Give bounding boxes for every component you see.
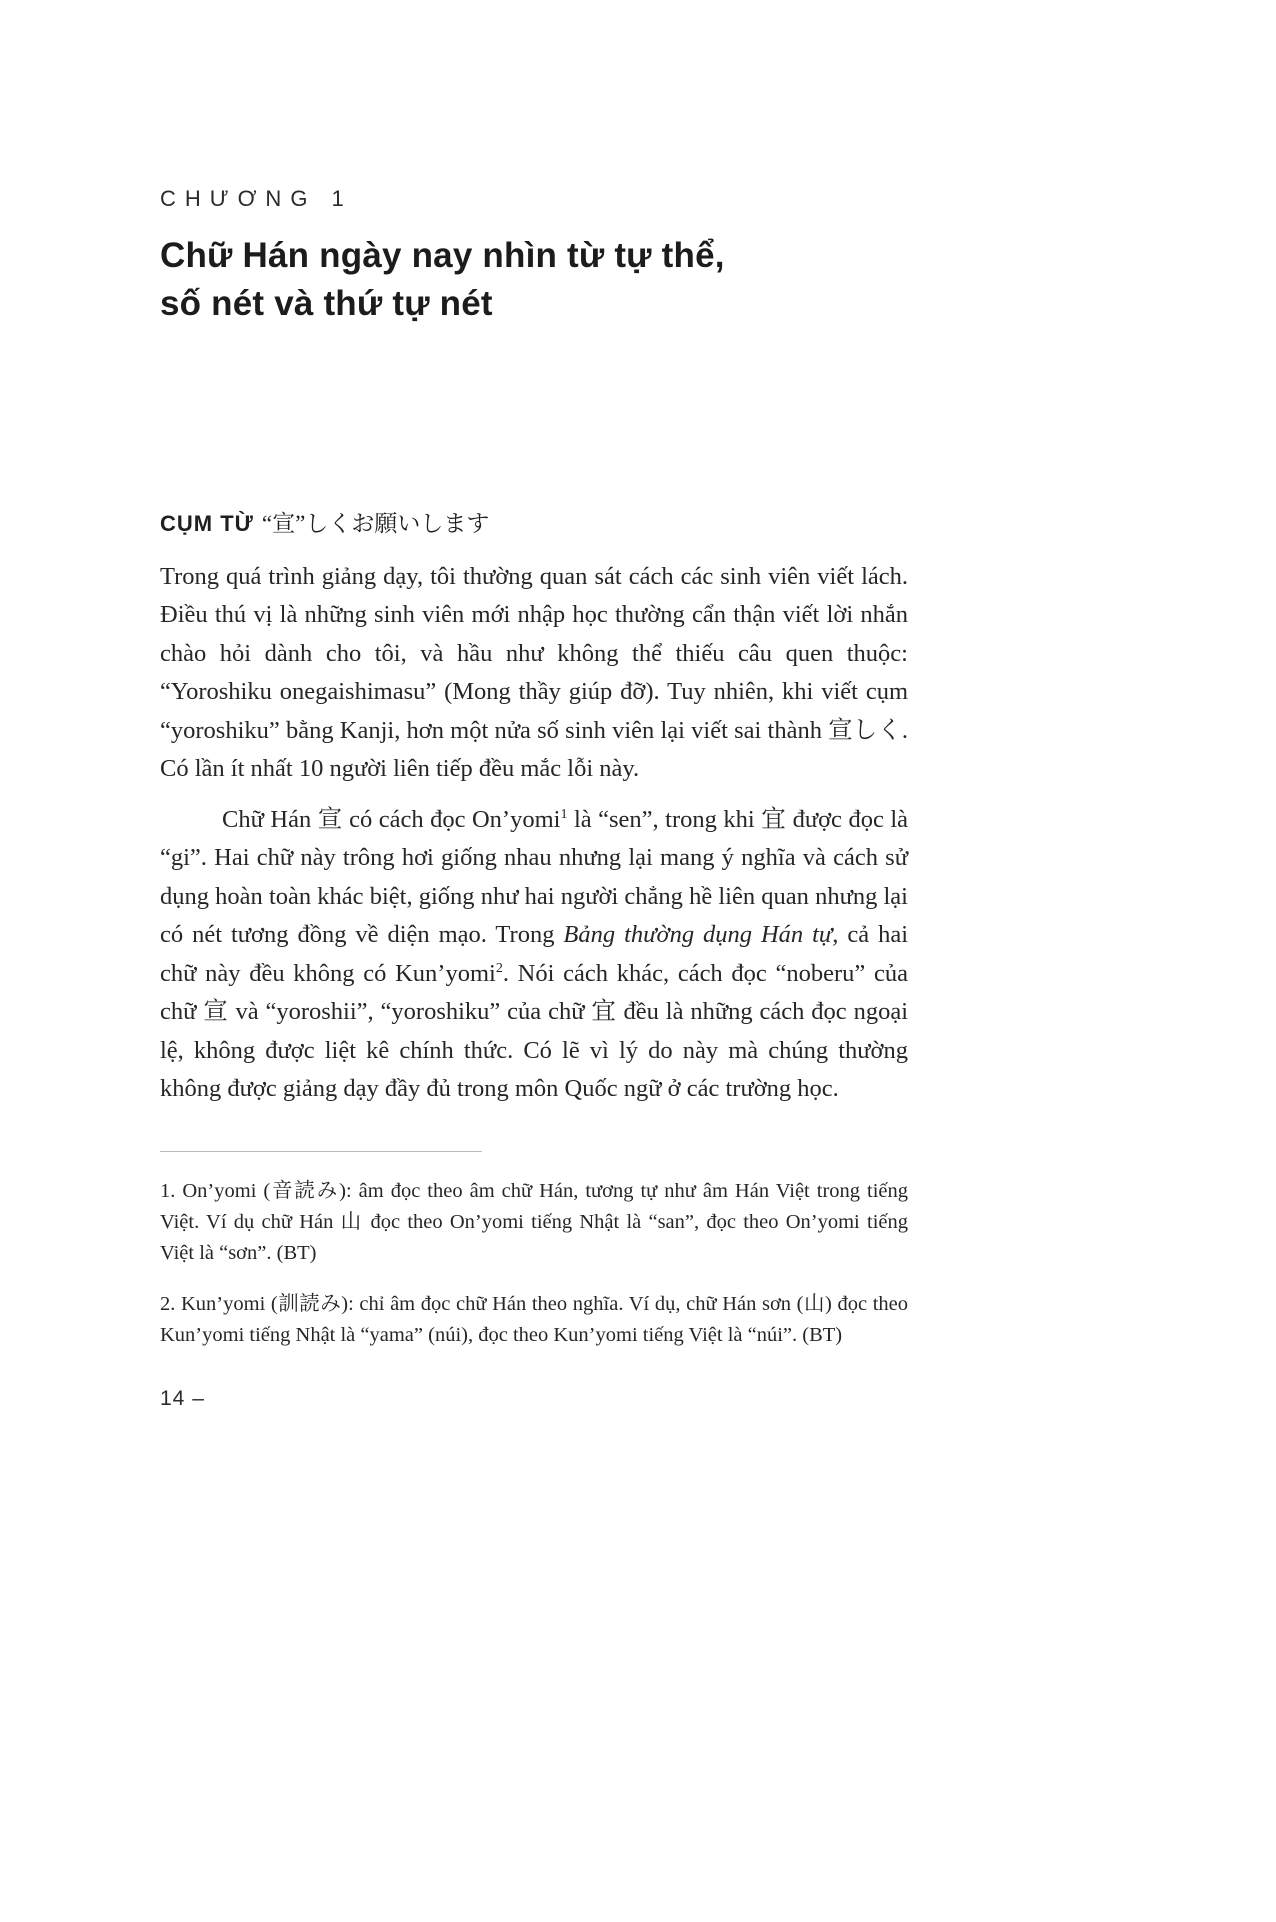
paragraph-2-text: . Nói cách khác, cách đọc “noberu” của chữ 宣 và “yoroshii”, “yoroshiku” của chữ 宜 đều là những cách đọc ngoại lệ, không được liệt kê chính thức. Có lẽ vì lý do này mà chúng thường không được giảng dạy đầy đủ trong môn Quốc ngữ ở các trường học. — [160, 959, 908, 1103]
book-title-italic: Bảng thường dụng Hán tự, — [563, 921, 839, 949]
section-heading — [160, 505, 908, 538]
chapter-title-line-1: Chữ Hán ngày nay nhìn từ tự thể, — [160, 236, 725, 275]
paragraph-2-text: Chữ Hán 宣 có cách đọc On’yomi — [222, 805, 561, 833]
footnote-1: 1. On’yomi (音読み): âm đọc theo âm chữ Hán, tương tự như âm Hán Việt trong tiếng Việt. Ví dụ chữ Hán 山 đọc theo On’yomi tiếng Nhật là “san”, đọc theo On’yomi tiếng Việt là “sơn”. (BT) — [160, 1179, 908, 1264]
paragraph-2-text: là “sen”, trong khi 宜 được đọc là “gi”. Hai chữ này trông hơi giống nhau nhưng lại mang ý nghĩa và cách sử dụng hoàn toàn khác biệt, giống như hai người chẳng hề liên quan nhưng lại có nét tương đồng về diện mạo. Trong — [160, 805, 908, 949]
chapter-label: CHƯƠNG 1 — [160, 186, 353, 211]
chapter-title — [160, 232, 908, 329]
page-number: 14 – — [160, 1386, 205, 1410]
paragraph-2-text: cả hai chữ này đều không có Kun’yomi — [160, 921, 909, 987]
paragraph-1: Trong quá trình giảng dạy, tôi thường quan sát cách các sinh viên viết lách. Điều thú vị là những sinh viên mới nhập học thường cẩn thận viết lời nhắn chào hỏi dành cho tôi, và hầu như không thể thiếu câu quen thuộc: “Yoroshiku onegaishimasu” (Mong thầy giúp đỡ). Tuy nhiên, khi viết cụm “yoroshiku” bằng Kanji, hơn một nửa số sinh viên lại viết sai thành 宣しく. Có lần ít nhất 10 người liên tiếp đều mắc lỗi này. — [160, 562, 908, 783]
footnote-2: 2. Kun’yomi (訓読み): chỉ âm đọc chữ Hán theo nghĩa. Ví dụ, chữ Hán sơn (山) đọc theo Kun’yomi tiếng Nhật là “yama” (núi), đọc theo Kun’yomi tiếng Việt là “núi”. (BT) — [160, 1292, 908, 1346]
footnote-reference-2: 2 — [495, 960, 503, 976]
chapter-title-line-2: số nét và thứ tự nét — [160, 284, 493, 324]
section-heading-label: CỤM TỪ — [160, 510, 254, 536]
page-content — [160, 0, 908, 1411]
footnote-reference-1: 1 — [560, 806, 568, 822]
section-heading-phrase: “宣”しくお願いします — [261, 510, 490, 536]
footnote-divider — [160, 1151, 482, 1152]
paragraph-2 — [160, 801, 908, 1109]
